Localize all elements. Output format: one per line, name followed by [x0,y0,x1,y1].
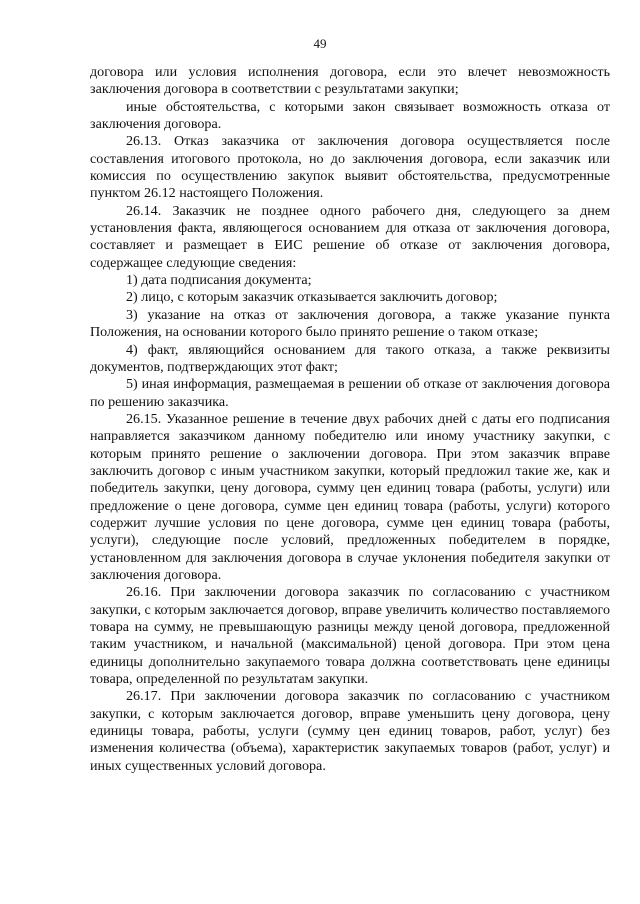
document-body [90,64,610,775]
clause-26-14: 26.14. Заказчик не позднее одного рабочего дня, следующего за днем установления факта, являющегося основанием для отказа от заключения договора, составляет и размещает в ЕИС решение об отказе от заключения договора, содержащее следующие сведения: [90,202,610,271]
clause-26-15: 26.15. Указанное решение в течение двух рабочих дней с даты его подписания направляется заказчиком данному победителю или иному участнику закупки, с которым принято решение о заключении договора. При этом заказчик вправе заключить договор с иным участником закупки, который предложил такие же, как и победитель закупки, цену договора, сумму цен единиц товара (работы, услуги) или предложение о цене договора, сумме цен единиц товара (работы, услуги) которого содержит лучшие условия по цене договора, сумме цен единиц товара (работы, услуги), следующие после условий, предложенных победителем в порядке, установленном для заключения договора в случае уклонения победителя закупки от заключения договора. [90,410,610,583]
list-item-2: 2) лицо, с которым заказчик отказывается заключить договор; [126,289,498,306]
list-item-5: 5) иная информация, размещаемая в решении об отказе от заключения договора по решению заказчика. [90,376,610,410]
list-item-3: 3) указание на отказ от заключения договора, а также указание пункта Положения, на основании которого было принято решение о таком отказе; [90,306,610,341]
list-item-4: 4) факт, являющийся основанием для такого отказа, а также реквизиты документов, подтверждающих этот факт; [90,341,610,375]
paragraph-continuation: договора или условия исполнения договора, если это влечет невозможность заключения договора в соответствии с результатами закупки; [90,64,610,98]
list-item-1: 1) дата подписания документа; [126,272,312,289]
clause-26-13: 26.13. Отказ заказчика от заключения договора осуществляется после составления итогового протокола, но до заключения договора, если заказчик или комиссия по осуществлению закупок выявит обстоятельства, предусмотренные пунктом 26.12 настоящего Положения. [90,133,610,202]
paragraph-other-circumstances: иные обстоятельства, с которыми закон связывает возможность отказа от заключения договора. [90,98,610,133]
page-number: 49 [313,36,327,51]
clause-26-16: 26.16. При заключении договора заказчик по согласованию с участником закупки, с которым заключается договор, вправе увеличить количество поставляемого товара на сумму, не превышающую разницы между ценой договора, предложенной таким участником, и начальной (максимальной) ценой договора. При этом цена единицы дополнительно закупаемого товара должна соответствовать цене единицы товара, определенной по результатам закупки. [90,584,610,688]
clause-26-17: 26.17. При заключении договора заказчик по согласованию с участником закупки, с которым заключается договор, вправе уменьшить цену договора, цену единицы товара, работы, услуги (сумму цен единиц товаров, работ, услуг) без изменения количества (объема), характеристик закупаемых товаров (работ, услуг) и иных существенных условий договора. [90,688,610,774]
